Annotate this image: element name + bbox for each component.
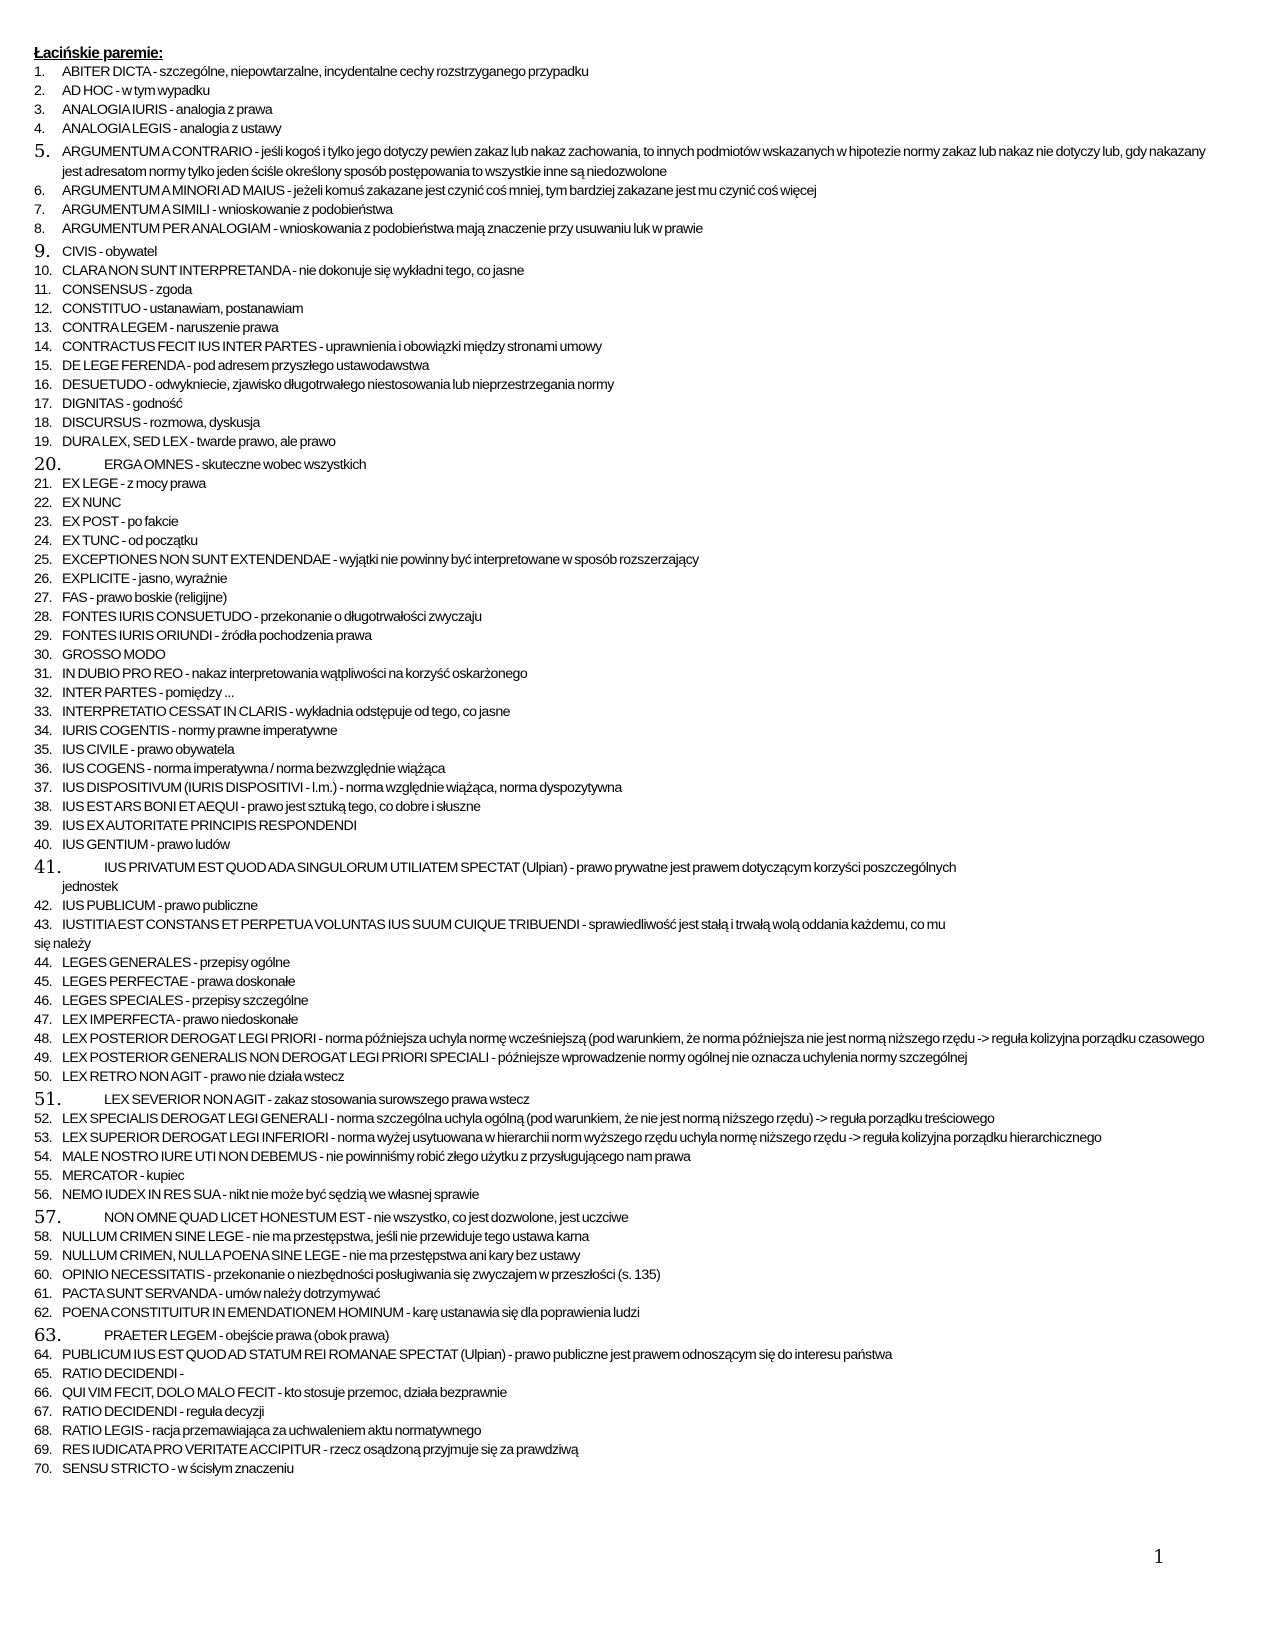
item-text: EXPLICITE - jasno, wyraźnie bbox=[62, 571, 228, 587]
item-number: 66. bbox=[34, 1385, 53, 1401]
list-item bbox=[34, 1049, 1224, 1068]
item-text: IN DUBIO PRO REO - nakaz interpretowania wątpliwości na korzyść oskarżonego bbox=[62, 666, 528, 682]
item-text: DESUETUDO - odwykniecie, zjawisko długotrwałego niestosowania lub nieprzestrzegania normy bbox=[62, 377, 614, 393]
item-number: 2. bbox=[34, 83, 45, 99]
list-item bbox=[34, 741, 1224, 760]
item-text: NEMO IUDEX IN RES SUA - nikt nie może być sędzią we własnej sprawie bbox=[62, 1187, 479, 1203]
item-text: ARGUMENTUM A MINORI AD MAIUS - jeżeli komuś zakazane jest czynić coś mniej, tym bardziej zakazane jest mu czynić coś więcej bbox=[62, 183, 817, 199]
list-item bbox=[34, 897, 1224, 916]
item-number: 49. bbox=[34, 1050, 53, 1066]
item-number: 39. bbox=[34, 818, 53, 834]
paremie-list bbox=[34, 63, 1224, 1479]
list-item bbox=[34, 722, 1224, 741]
item-number: 42. bbox=[34, 898, 53, 914]
list-item bbox=[34, 120, 1224, 139]
list-item bbox=[34, 1326, 1224, 1346]
item-text: RATIO DECIDENDI - bbox=[62, 1366, 184, 1382]
list-item bbox=[34, 665, 1224, 684]
list-item bbox=[34, 532, 1224, 551]
item-text: IUS CIVILE - prawo obywatela bbox=[62, 742, 235, 758]
item-number: 51. bbox=[34, 1089, 62, 1110]
item-text: CONTRACTUS FECIT IUS INTER PARTES - uprawnienia i obowiązki między stronami umowy bbox=[62, 339, 602, 355]
item-text: FAS - prawo boskie (religijne) bbox=[62, 590, 227, 606]
item-number: 28. bbox=[34, 609, 53, 625]
item-number: 43. bbox=[34, 917, 53, 933]
item-text: IUS EST ARS BONI ET AEQUI - prawo jest sztuką tego, co dobre i słuszne bbox=[62, 799, 481, 815]
list-item bbox=[34, 182, 1224, 201]
item-text: ERGA OMNES - skuteczne wobec wszystkich bbox=[104, 457, 367, 473]
list-item bbox=[34, 1011, 1224, 1030]
item-number: 4. bbox=[34, 121, 45, 137]
list-item bbox=[34, 1460, 1224, 1479]
list-item bbox=[34, 242, 1224, 262]
list-item bbox=[34, 142, 1224, 182]
item-number: 36. bbox=[34, 761, 53, 777]
item-number: 30. bbox=[34, 647, 53, 663]
item-number: 26. bbox=[34, 571, 53, 587]
list-item bbox=[34, 1384, 1224, 1403]
list-item bbox=[34, 433, 1224, 452]
item-text: PUBLICUM IUS EST QUOD AD STATUM REI ROMANAE SPECTAT (Ulpian) - prawo publiczne jest prawem odnoszącym się do interesu państwa bbox=[62, 1347, 892, 1363]
item-number: 9. bbox=[34, 241, 51, 262]
item-number: 52. bbox=[34, 1111, 53, 1127]
item-text: IUS EX AUTORITATE PRINCIPIS RESPONDENDI bbox=[62, 818, 357, 834]
list-item bbox=[34, 760, 1224, 779]
item-text-continuation: się należy bbox=[34, 936, 91, 952]
list-item bbox=[34, 1030, 1224, 1049]
item-number: 53. bbox=[34, 1130, 53, 1146]
list-item bbox=[34, 1304, 1224, 1323]
list-item bbox=[34, 1422, 1224, 1441]
item-text: EX NUNC bbox=[62, 495, 122, 511]
list-item bbox=[34, 916, 1224, 935]
item-text: EX TUNC - od początku bbox=[62, 533, 198, 549]
list-item bbox=[34, 646, 1224, 665]
list-item-continuation bbox=[34, 935, 1224, 954]
item-number: 46. bbox=[34, 993, 53, 1009]
item-number: 60. bbox=[34, 1267, 53, 1283]
list-item bbox=[34, 1346, 1224, 1365]
list-item bbox=[34, 376, 1224, 395]
item-text: ANALOGIA LEGIS - analogia z ustawy bbox=[62, 121, 282, 137]
list-item-continuation bbox=[34, 878, 1224, 897]
list-item bbox=[34, 1186, 1224, 1205]
item-text: CLARA NON SUNT INTERPRETANDA - nie dokonuje się wykładni tego, co jasne bbox=[62, 263, 524, 279]
item-number: 19. bbox=[34, 434, 53, 450]
item-number: 16. bbox=[34, 377, 53, 393]
item-number: 6. bbox=[34, 183, 45, 199]
list-item bbox=[34, 281, 1224, 300]
list-item bbox=[34, 201, 1224, 220]
item-number: 64. bbox=[34, 1347, 53, 1363]
item-number: 27. bbox=[34, 590, 53, 606]
item-text: LEX SUPERIOR DEROGAT LEGI INFERIORI - norma wyżej usytuowana w hierarchii norm wyższego rzędu uchyla normę niższego rzędu -> reguła kolizyjna porządku hierarchicznego bbox=[62, 1130, 1102, 1146]
item-text: CIVIS - obywatel bbox=[62, 244, 157, 260]
item-text: IUS PRIVATUM EST QUOD ADA SINGULORUM UTILIATEM SPECTAT (Ulpian) - prawo prywatne jest prawem dotyczącym korzyści poszczególnych bbox=[104, 860, 957, 876]
list-item bbox=[34, 992, 1224, 1011]
item-text: EX POST - po fakcie bbox=[62, 514, 179, 530]
list-item bbox=[34, 954, 1224, 973]
list-item bbox=[34, 395, 1224, 414]
item-number: 31. bbox=[34, 666, 53, 682]
item-text: LEGES SPECIALES - przepisy szczególne bbox=[62, 993, 309, 1009]
item-number: 20. bbox=[34, 454, 62, 475]
item-number: 5. bbox=[34, 141, 51, 162]
item-number: 40. bbox=[34, 837, 53, 853]
item-number: 25. bbox=[34, 552, 53, 568]
list-item bbox=[34, 1110, 1224, 1129]
list-item bbox=[34, 494, 1224, 513]
item-text: FONTES IURIS CONSUETUDO - przekonanie o długotrwałości zwyczaju bbox=[62, 609, 482, 625]
item-text: RATIO DECIDENDI - reguła decyzji bbox=[62, 1404, 265, 1420]
item-text: OPINIO NECESSITATIS - przekonanie o niezbędności posługiwania się zwyczajem w przeszłości (s. 135) bbox=[62, 1267, 661, 1283]
item-text: SENSU STRICTO - w ścisłym znaczeniu bbox=[62, 1461, 294, 1477]
item-text: DE LEGE FERENDA - pod adresem przyszłego ustawodawstwa bbox=[62, 358, 430, 374]
list-item bbox=[34, 1129, 1224, 1148]
list-item bbox=[34, 1228, 1224, 1247]
list-item bbox=[34, 319, 1224, 338]
item-number: 41. bbox=[34, 857, 62, 878]
item-number: 34. bbox=[34, 723, 53, 739]
item-number: 24. bbox=[34, 533, 53, 549]
item-text: GROSSO MODO bbox=[62, 647, 166, 663]
item-number: 18. bbox=[34, 415, 53, 431]
item-number: 67. bbox=[34, 1404, 53, 1420]
item-text: IUS COGENS - norma imperatywna / norma bezwzględnie wiążąca bbox=[62, 761, 445, 777]
list-item bbox=[34, 82, 1224, 101]
list-item bbox=[34, 973, 1224, 992]
list-item bbox=[34, 414, 1224, 433]
list-item bbox=[34, 220, 1224, 239]
item-text: LEGES PERFECTAE - prawa doskonałe bbox=[62, 974, 296, 990]
item-number: 54. bbox=[34, 1149, 53, 1165]
item-text: IURIS COGENTIS - normy prawne imperatywne bbox=[62, 723, 338, 739]
item-number: 70. bbox=[34, 1461, 53, 1477]
list-item bbox=[34, 262, 1224, 281]
item-number: 17. bbox=[34, 396, 53, 412]
item-text: LEX SEVERIOR NON AGIT - zakaz stosowania surowszego prawa wstecz bbox=[104, 1092, 530, 1108]
item-text: ABITER DICTA - szczególne, niepowtarzalne, incydentalne cechy rozstrzyganego przypadku bbox=[62, 64, 589, 80]
item-text: IUS PUBLICUM - prawo publiczne bbox=[62, 898, 258, 914]
item-number: 69. bbox=[34, 1442, 53, 1458]
list-item bbox=[34, 101, 1224, 120]
item-text: ANALOGIA IURIS - analogia z prawa bbox=[62, 102, 273, 118]
list-item bbox=[34, 475, 1224, 494]
item-number: 68. bbox=[34, 1423, 53, 1439]
list-item bbox=[34, 1247, 1224, 1266]
item-text: PACTA SUNT SERVANDA - umów należy dotrzymywać bbox=[62, 1286, 380, 1302]
list-item bbox=[34, 1365, 1224, 1384]
item-number: 12. bbox=[34, 301, 53, 317]
list-item bbox=[34, 300, 1224, 319]
item-text: PRAETER LEGEM - obejście prawa (obok prawa) bbox=[104, 1328, 389, 1344]
item-text: NON OMNE QUAD LICET HONESTUM EST - nie wszystko, co jest dozwolone, jest uczciwe bbox=[104, 1210, 629, 1226]
item-text: LEX SPECIALIS DEROGAT LEGI GENERALI - norma szczególna uchyla ogólną (pod warunkiem, że nie jest normą niższego rzędu) -> reguła porządku treściowego bbox=[62, 1111, 995, 1127]
item-number: 29. bbox=[34, 628, 53, 644]
list-item bbox=[34, 684, 1224, 703]
list-item bbox=[34, 338, 1224, 357]
item-number: 45. bbox=[34, 974, 53, 990]
item-text: QUI VIM FECIT, DOLO MALO FECIT - kto stosuje przemoc, działa bezprawnie bbox=[62, 1385, 507, 1401]
item-number: 22. bbox=[34, 495, 53, 511]
list-item bbox=[34, 1441, 1224, 1460]
page-title: Łacińskie paremie: bbox=[34, 45, 163, 62]
item-number: 14. bbox=[34, 339, 53, 355]
item-text: DISCURSUS - rozmowa, dyskusja bbox=[62, 415, 260, 431]
item-number: 11. bbox=[34, 282, 52, 298]
item-number: 3. bbox=[34, 102, 45, 118]
list-item bbox=[34, 1403, 1224, 1422]
item-text: LEX POSTERIOR DEROGAT LEGI PRIORI - norma późniejsza uchyla normę wcześniejszą (pod warunkiem, że norma późniejsza nie jest normą niższego rzędu -> reguła kolizyjna porządku czasowego bbox=[62, 1031, 1205, 1047]
item-number: 7. bbox=[34, 202, 45, 218]
item-number: 15. bbox=[34, 358, 53, 374]
list-item bbox=[34, 1285, 1224, 1304]
list-item bbox=[34, 608, 1224, 627]
list-item bbox=[34, 551, 1224, 570]
item-text: LEX RETRO NON AGIT - prawo nie działa wstecz bbox=[62, 1069, 345, 1085]
item-text: RES IUDICATA PRO VERITATE ACCIPITUR - rzecz osądzoną przyjmuje się za prawdziwą bbox=[62, 1442, 579, 1458]
item-text: LEGES GENERALES - przepisy ogólne bbox=[62, 955, 290, 971]
page-number: 1 bbox=[1153, 1546, 1166, 1568]
item-number: 57. bbox=[34, 1207, 62, 1228]
item-text: INTERPRETATIO CESSAT IN CLARIS - wykładnia odstępuje od tego, co jasne bbox=[62, 704, 510, 720]
item-number: 10. bbox=[34, 263, 53, 279]
item-text: EXCEPTIONES NON SUNT EXTENDENDAE - wyjątki nie powinny być interpretowane w sposób rozszerzający bbox=[62, 552, 699, 568]
item-text: EX LEGE - z mocy prawa bbox=[62, 476, 206, 492]
item-number: 48. bbox=[34, 1031, 53, 1047]
item-text-continuation: jednostek bbox=[62, 879, 118, 895]
item-number: 21. bbox=[34, 476, 53, 492]
item-number: 37. bbox=[34, 780, 53, 796]
item-text: CONTRA LEGEM - naruszenie prawa bbox=[62, 320, 279, 336]
item-text: ARGUMENTUM PER ANALOGIAM - wnioskowania z podobieństwa mają znaczenie przy usuwaniu luk w prawie bbox=[62, 221, 703, 237]
list-item bbox=[34, 627, 1224, 646]
item-number: 32. bbox=[34, 685, 53, 701]
item-number: 1. bbox=[34, 64, 45, 80]
list-item bbox=[34, 798, 1224, 817]
item-text: NULLUM CRIMEN SINE LEGE - nie ma przestępstwa, jeśli nie przewiduje tego ustawa karna bbox=[62, 1229, 589, 1245]
list-item bbox=[34, 1090, 1224, 1110]
list-item bbox=[34, 357, 1224, 376]
item-number: 50. bbox=[34, 1069, 53, 1085]
item-number: 35. bbox=[34, 742, 53, 758]
list-item bbox=[34, 703, 1224, 722]
item-text: MERCATOR - kupiec bbox=[62, 1168, 185, 1184]
item-number: 33. bbox=[34, 704, 53, 720]
item-number: 55. bbox=[34, 1168, 53, 1184]
item-text: ARGUMENTUM A SIMILI - wnioskowanie z podobieństwa bbox=[62, 202, 393, 218]
item-number: 47. bbox=[34, 1012, 53, 1028]
list-item bbox=[34, 779, 1224, 798]
item-text: DIGNITAS - godność bbox=[62, 396, 183, 412]
item-text: CONSTITUO - ustanawiam, postanawiam bbox=[62, 301, 304, 317]
item-number: 65. bbox=[34, 1366, 53, 1382]
item-number: 63. bbox=[34, 1325, 62, 1346]
item-text: IUSTITIA EST CONSTANS ET PERPETUA VOLUNTAS IUS SUUM CUIQUE TRIBUENDI - sprawiedliwość jest stałą i trwałą wolą oddania każdemu, co mu bbox=[62, 917, 946, 933]
item-text: INTER PARTES - pomiędzy ... bbox=[62, 685, 235, 701]
list-item bbox=[34, 455, 1224, 475]
item-number: 62. bbox=[34, 1305, 53, 1321]
list-item bbox=[34, 817, 1224, 836]
item-number: 59. bbox=[34, 1248, 53, 1264]
item-text: LEX POSTERIOR GENERALIS NON DEROGAT LEGI PRIORI SPECIALI - późniejsze wprowadzenie normy ogólnej nie oznacza uchylenia normy szczególnej bbox=[62, 1050, 968, 1066]
item-text: AD HOC - w tym wypadku bbox=[62, 83, 210, 99]
item-text: MALE NOSTRO IURE UTI NON DEBEMUS - nie powinniśmy robić złego użytku z przysługującego nam prawa bbox=[62, 1149, 691, 1165]
list-item bbox=[34, 858, 1224, 878]
item-text: RATIO LEGIS - racja przemawiająca za uchwaleniem aktu normatywnego bbox=[62, 1423, 482, 1439]
list-item bbox=[34, 513, 1224, 532]
item-number: 61. bbox=[34, 1286, 53, 1302]
item-number: 23. bbox=[34, 514, 53, 530]
list-item bbox=[34, 1208, 1224, 1228]
item-number: 58. bbox=[34, 1229, 53, 1245]
list-item bbox=[34, 1068, 1224, 1087]
item-number: 38. bbox=[34, 799, 53, 815]
item-text: ARGUMENTUM A CONTRARIO - jeśli kogoś i tylko jego dotyczy pewien zakaz lub nakaz zachowania, to innych podmiotów wskazanych w hipotezie normy zakaz lub nakaz nie dotyczy lub, gdy nakazany jest adresatom normy tylko jeden ściśle określony sposób postępowania to wszystkie inne są niedozwolone bbox=[62, 144, 1206, 180]
list-item bbox=[34, 63, 1224, 82]
item-number: 56. bbox=[34, 1187, 53, 1203]
document-page bbox=[34, 44, 1224, 1479]
item-text: IUS GENTIUM - prawo ludów bbox=[62, 837, 230, 853]
item-text: POENA CONSTITUITUR IN EMENDATIONEM HOMINUM - karę ustanawia się dla poprawienia ludzi bbox=[62, 1305, 640, 1321]
item-text: LEX IMPERFECTA - prawo niedoskonałe bbox=[62, 1012, 298, 1028]
list-item bbox=[34, 1148, 1224, 1167]
item-text: DURA LEX, SED LEX - twarde prawo, ale prawo bbox=[62, 434, 336, 450]
item-number: 8. bbox=[34, 221, 45, 237]
item-text: NULLUM CRIMEN, NULLA POENA SINE LEGE - nie ma przestępstwa ani kary bez ustawy bbox=[62, 1248, 581, 1264]
item-text: IUS DISPOSITIVUM (IURIS DISPOSITIVI - l.m.) - norma względnie wiążąca, norma dyspozytywna bbox=[62, 780, 622, 796]
list-item bbox=[34, 589, 1224, 608]
item-number: 13. bbox=[34, 320, 53, 336]
item-number: 44. bbox=[34, 955, 53, 971]
item-text: FONTES IURIS ORIUNDI - źródła pochodzenia prawa bbox=[62, 628, 372, 644]
item-text: CONSENSUS - zgoda bbox=[62, 282, 192, 298]
list-item bbox=[34, 1167, 1224, 1186]
list-item bbox=[34, 836, 1224, 855]
list-item bbox=[34, 1266, 1224, 1285]
list-item bbox=[34, 570, 1224, 589]
